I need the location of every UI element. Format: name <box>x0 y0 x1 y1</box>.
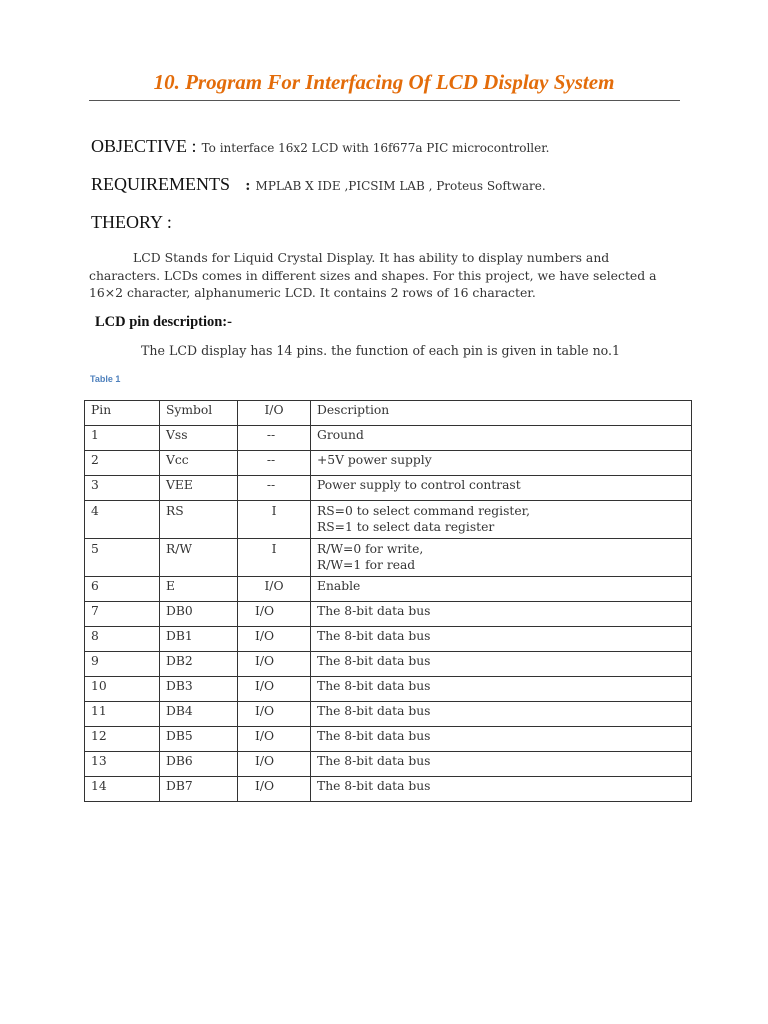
description-line: The 8-bit data bus <box>317 629 431 643</box>
io-cell: I/O <box>238 752 311 777</box>
description-line: R/W=0 for write, <box>317 542 424 556</box>
pin-number-cell: 8 <box>85 627 160 652</box>
io-cell: I <box>238 501 311 539</box>
requirements-colon: : <box>245 178 251 194</box>
pin-number-cell: 6 <box>85 577 160 602</box>
theory-heading: THEORY : <box>91 212 172 232</box>
table-row <box>85 539 692 577</box>
header-io: I/O <box>238 401 311 426</box>
symbol-cell: VEE <box>160 476 238 501</box>
pin-description-intro: The LCD display has 14 pins. the function of each pin is given in table no.1 <box>141 343 621 358</box>
pin-number-cell: 14 <box>85 777 160 802</box>
io-cell: I/O <box>238 602 311 627</box>
table-row <box>85 727 692 752</box>
table-row <box>85 476 692 501</box>
description-cell <box>311 501 692 539</box>
io-cell: -- <box>238 426 311 451</box>
description-line: Ground <box>317 428 364 442</box>
symbol-cell: DB7 <box>160 777 238 802</box>
table-row <box>85 752 692 777</box>
io-cell: I/O <box>238 627 311 652</box>
pin-number-cell: 9 <box>85 652 160 677</box>
document-title: 10. Program For Interfacing Of LCD Display System <box>153 70 615 94</box>
description-line: The 8-bit data bus <box>317 729 431 743</box>
io-cell: I/O <box>238 577 311 602</box>
table-row <box>85 627 692 652</box>
io-cell: I/O <box>238 777 311 802</box>
pin-table <box>84 400 692 802</box>
symbol-cell: DB3 <box>160 677 238 702</box>
symbol-cell: DB4 <box>160 702 238 727</box>
pin-number-cell: 5 <box>85 539 160 577</box>
objective-text: To interface 16x2 LCD with 16f677a PIC microcontroller. <box>201 141 550 155</box>
description-line: The 8-bit data bus <box>317 654 431 668</box>
description-line: The 8-bit data bus <box>317 604 431 618</box>
symbol-cell: Vcc <box>160 451 238 476</box>
table-row <box>85 602 692 627</box>
symbol-cell: DB5 <box>160 727 238 752</box>
description-line: R/W=1 for read <box>317 558 416 572</box>
table-row <box>85 777 692 802</box>
description-cell <box>311 677 692 702</box>
pin-number-cell: 3 <box>85 476 160 501</box>
table-caption: Table 1 <box>90 374 121 384</box>
objective-section <box>91 136 549 157</box>
description-line: +5V power supply <box>317 453 432 467</box>
pin-description-heading: LCD pin description:- <box>95 314 232 330</box>
pin-number-cell: 11 <box>85 702 160 727</box>
pin-number-cell: 4 <box>85 501 160 539</box>
io-cell: I/O <box>238 727 311 752</box>
symbol-cell: DB1 <box>160 627 238 652</box>
description-line: The 8-bit data bus <box>317 704 431 718</box>
table-row <box>85 451 692 476</box>
pin-number-cell: 12 <box>85 727 160 752</box>
io-cell: I/O <box>238 652 311 677</box>
description-cell <box>311 702 692 727</box>
io-cell: -- <box>238 451 311 476</box>
description-cell <box>311 476 692 501</box>
io-cell: I/O <box>238 702 311 727</box>
symbol-cell: E <box>160 577 238 602</box>
table-row <box>85 501 692 539</box>
io-cell: I/O <box>238 677 311 702</box>
symbol-cell: DB6 <box>160 752 238 777</box>
symbol-cell: DB0 <box>160 602 238 627</box>
pin-number-cell: 10 <box>85 677 160 702</box>
table-row <box>85 677 692 702</box>
table-row <box>85 702 692 727</box>
pin-number-cell: 7 <box>85 602 160 627</box>
table-row <box>85 652 692 677</box>
description-line: RS=0 to select command register, <box>317 504 531 518</box>
table-row <box>85 426 692 451</box>
description-cell <box>311 539 692 577</box>
description-cell <box>311 451 692 476</box>
header-symbol: Symbol <box>160 401 238 426</box>
description-line: Power supply to control contrast <box>317 478 521 492</box>
io-cell: -- <box>238 476 311 501</box>
description-line: RS=1 to select data register <box>317 520 495 534</box>
symbol-cell: DB2 <box>160 652 238 677</box>
description-cell <box>311 627 692 652</box>
theory-paragraph <box>89 249 669 302</box>
table-row <box>85 577 692 602</box>
io-cell: I <box>238 539 311 577</box>
header-pin: Pin <box>85 401 160 426</box>
symbol-cell: Vss <box>160 426 238 451</box>
description-line: The 8-bit data bus <box>317 679 431 693</box>
theory-section <box>91 212 172 233</box>
pin-number-cell: 1 <box>85 426 160 451</box>
description-cell <box>311 602 692 627</box>
description-cell <box>311 727 692 752</box>
description-line: The 8-bit data bus <box>317 754 431 768</box>
symbol-cell: R/W <box>160 539 238 577</box>
description-cell <box>311 652 692 677</box>
description-cell <box>311 577 692 602</box>
symbol-cell: RS <box>160 501 238 539</box>
table-header-row <box>85 401 692 426</box>
description-cell <box>311 777 692 802</box>
description-cell <box>311 752 692 777</box>
description-cell <box>311 426 692 451</box>
description-line: Enable <box>317 579 361 593</box>
requirements-heading: REQUIREMENTS <box>91 174 230 194</box>
pin-number-cell: 2 <box>85 451 160 476</box>
title-underline <box>89 100 680 101</box>
header-description: Description <box>311 401 692 426</box>
requirements-text: MPLAB X IDE ,PICSIM LAB , Proteus Software. <box>255 179 546 193</box>
description-line: The 8-bit data bus <box>317 779 431 793</box>
objective-heading: OBJECTIVE : <box>91 136 197 156</box>
requirements-section <box>91 174 546 195</box>
theory-paragraph-text: LCD Stands for Liquid Crystal Display. It has ability to display numbers and characters. LCDs comes in different sizes and shapes. For this project, we have selected a 16×2 character, alphanumeric LCD. It contains 2 rows of 16 character. <box>89 250 657 300</box>
pin-number-cell: 13 <box>85 752 160 777</box>
